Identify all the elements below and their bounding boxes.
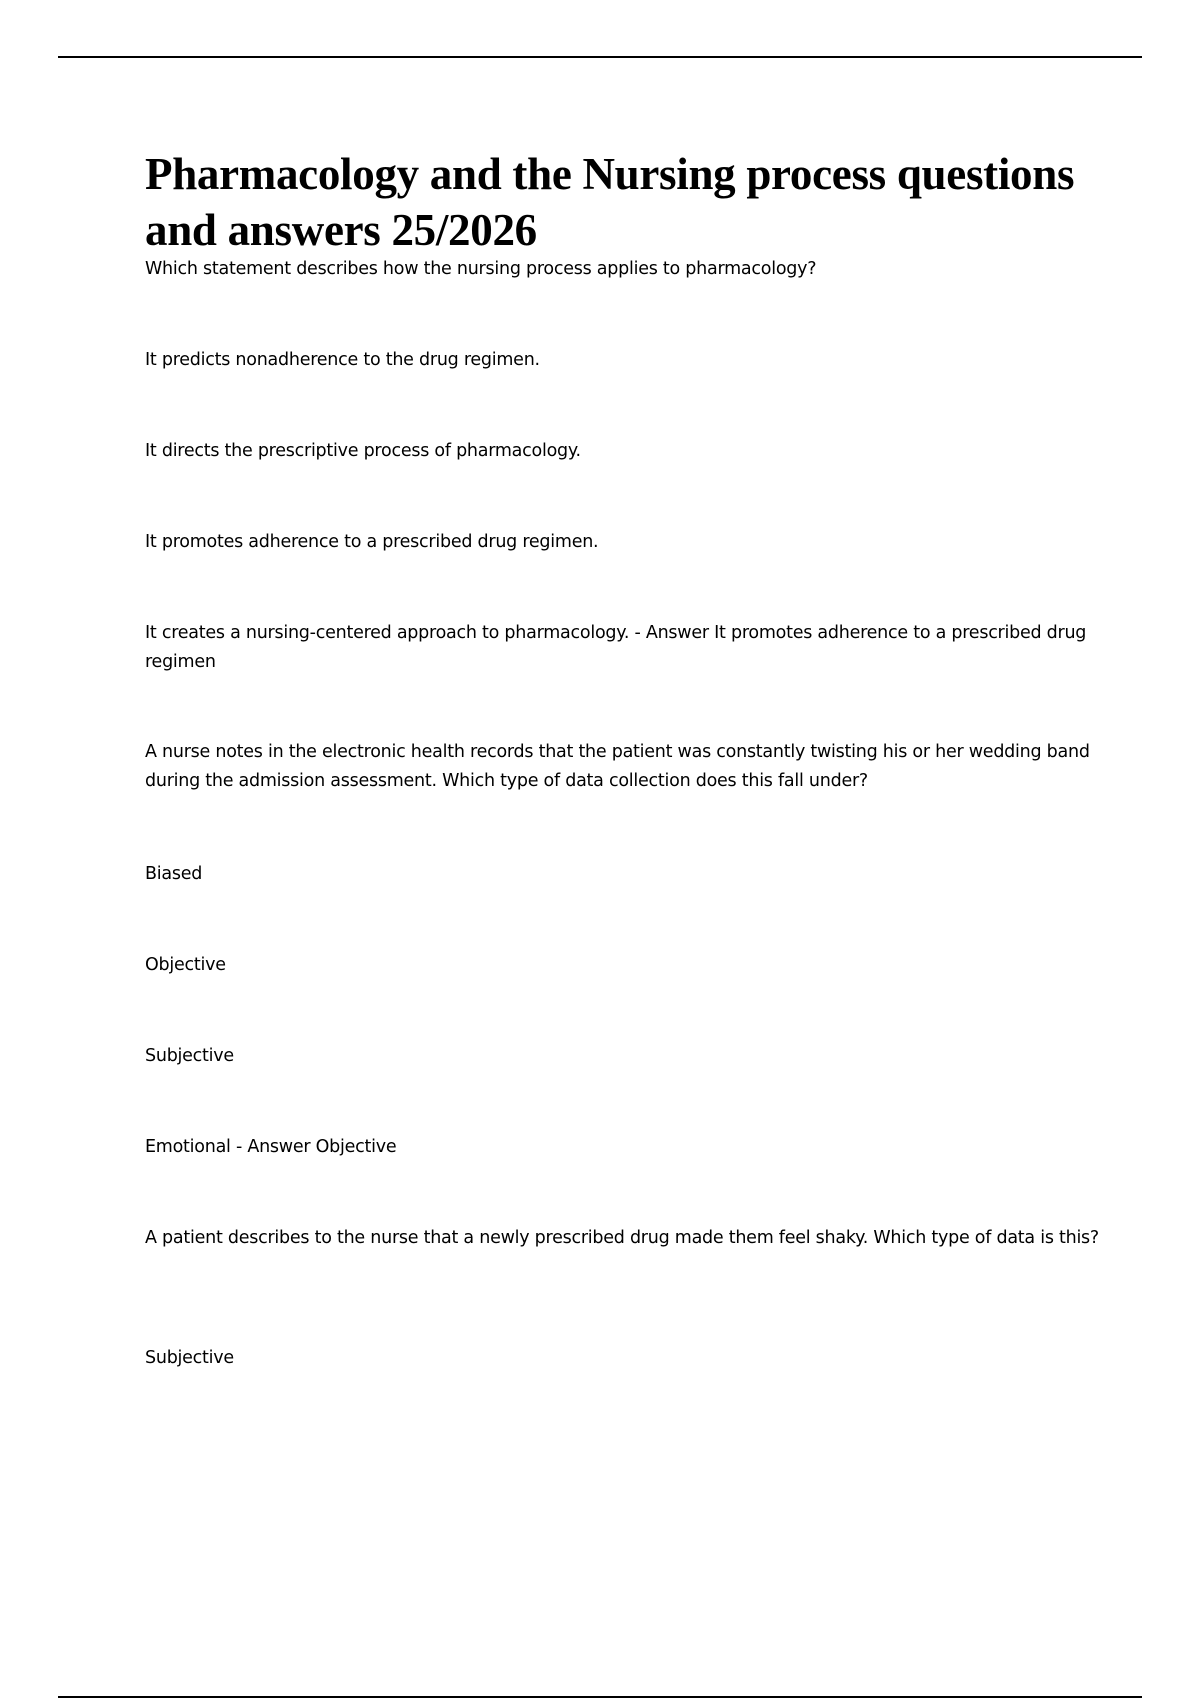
- top-horizontal-rule: [58, 56, 1142, 58]
- question-1: Which statement describes how the nursing process applies to pharmacology?: [145, 259, 817, 279]
- question-2-option-d-with-answer: Emotional - Answer Objective: [145, 1137, 397, 1157]
- question-2: A nurse notes in the electronic health records that the patient was constantly twisting his or her wedding band during the admission assessment. Which type of data collection does this fall under?: [145, 742, 1090, 791]
- question-3: A patient describes to the nurse that a newly prescribed drug made them feel shaky. Which type of data is this?: [145, 1228, 1099, 1248]
- document-title: Pharmacology and the Nursing process questions and answers 25/2026: [145, 149, 1075, 255]
- question-2-option-a: Biased: [145, 864, 203, 884]
- question-3-option-a: Subjective: [145, 1348, 234, 1368]
- question-1-option-a: It predicts nonadherence to the drug regimen.: [145, 350, 540, 370]
- bottom-horizontal-rule: [58, 1696, 1142, 1698]
- question-1-option-b: It directs the prescriptive process of pharmacology.: [145, 441, 581, 461]
- question-2-option-c: Subjective: [145, 1046, 234, 1066]
- question-2-option-b: Objective: [145, 955, 226, 975]
- question-1-option-d-with-answer: It creates a nursing-centered approach to pharmacology. - Answer It promotes adherence to a prescribed drug regimen: [145, 623, 1087, 672]
- question-1-option-c: It promotes adherence to a prescribed drug regimen.: [145, 532, 599, 552]
